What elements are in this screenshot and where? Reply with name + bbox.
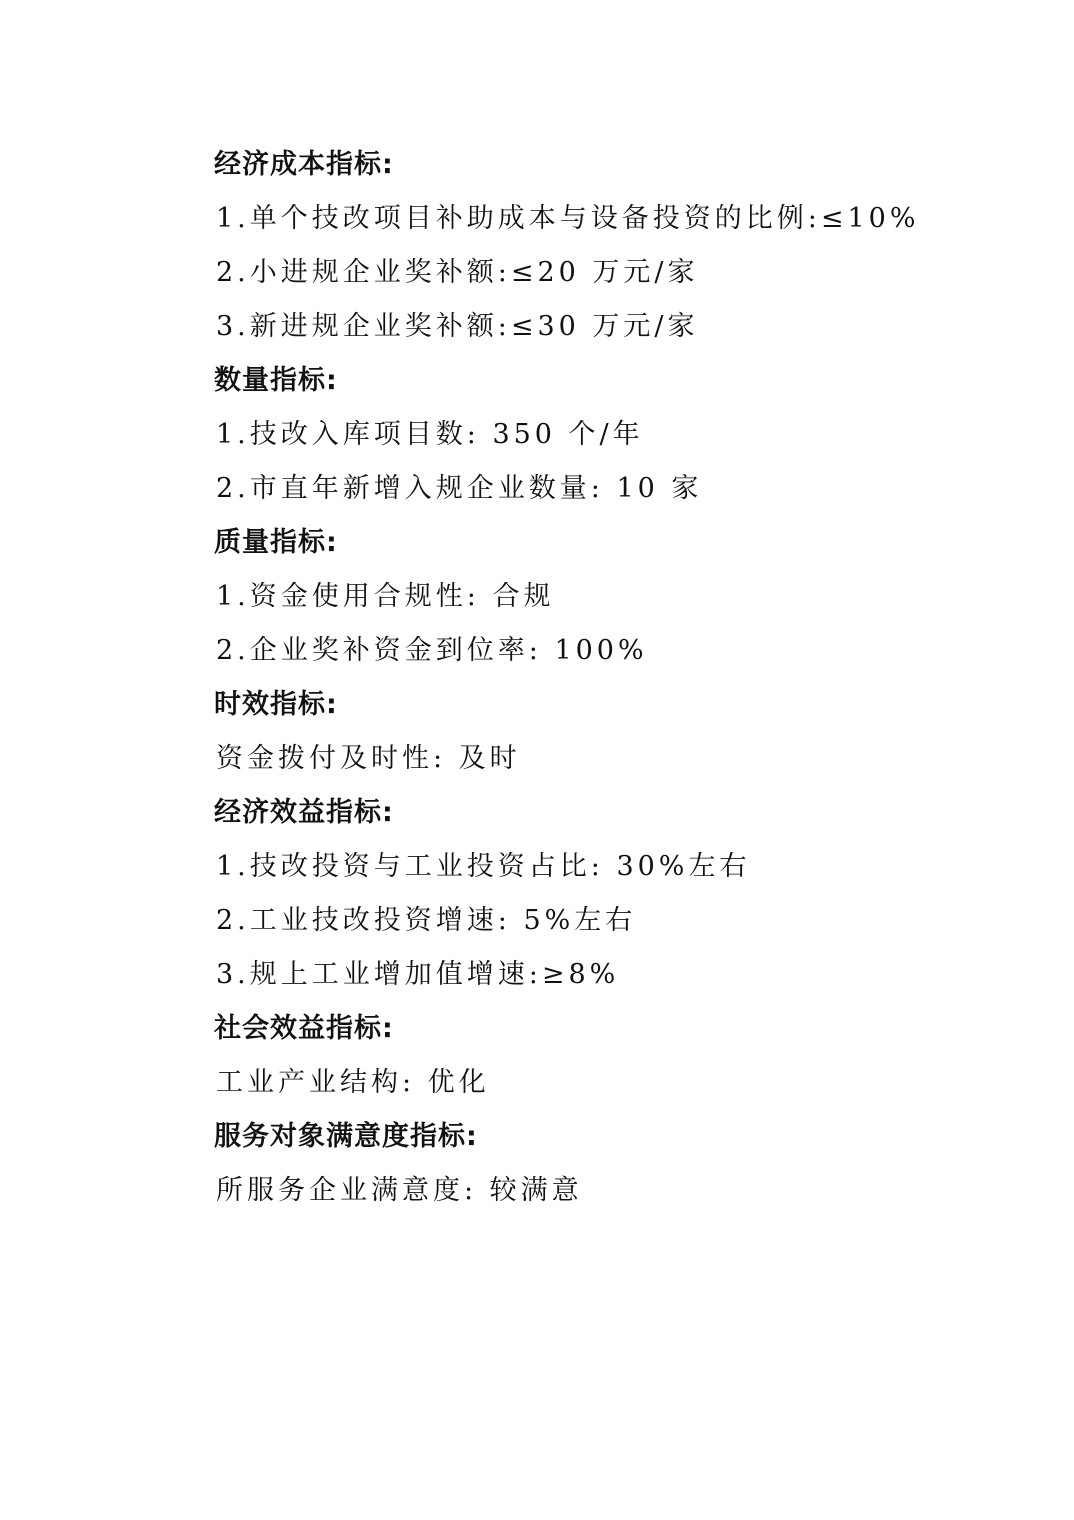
section-heading: 经济效益指标: (214, 797, 394, 828)
list-item: 2.小进规企业奖补额:≤20 万元/家 (216, 257, 699, 288)
list-item: 所服务企业满意度: 较满意 (216, 1175, 583, 1206)
list-item: 工业产业结构: 优化 (216, 1067, 490, 1098)
list-item: 2.工业技改投资增速: 5%左右 (216, 905, 637, 936)
section-economic-benefit (214, 786, 1014, 1002)
list-item: 1.技改入库项目数: 350 个/年 (216, 419, 644, 450)
list-item: 1.技改投资与工业投资占比: 30%左右 (216, 851, 751, 882)
list-item: 2.市直年新增入规企业数量: 10 家 (216, 473, 703, 504)
section-economic-cost (214, 138, 1014, 354)
list-item: 2.企业奖补资金到位率: 100% (216, 635, 648, 666)
list-item: 1.单个技改项目补助成本与设备投资的比例:≤10% (216, 203, 920, 234)
list-item: 3.新进规企业奖补额:≤30 万元/家 (216, 311, 699, 342)
section-heading: 数量指标: (214, 365, 338, 396)
list-item: 3.规上工业增加值增速:≥8% (216, 959, 620, 990)
section-satisfaction (214, 1110, 1014, 1218)
document-content (214, 138, 1014, 1218)
section-heading: 质量指标: (214, 527, 338, 558)
section-timeliness (214, 678, 1014, 786)
section-social-benefit (214, 1002, 1014, 1110)
section-heading: 经济成本指标: (214, 149, 394, 180)
list-item: 资金拨付及时性: 及时 (216, 743, 521, 774)
section-heading: 服务对象满意度指标: (214, 1121, 478, 1152)
section-heading: 社会效益指标: (214, 1013, 394, 1044)
section-quality (214, 516, 1014, 678)
section-heading: 时效指标: (214, 689, 338, 720)
section-quantity (214, 354, 1014, 516)
list-item: 1.资金使用合规性: 合规 (216, 581, 555, 612)
